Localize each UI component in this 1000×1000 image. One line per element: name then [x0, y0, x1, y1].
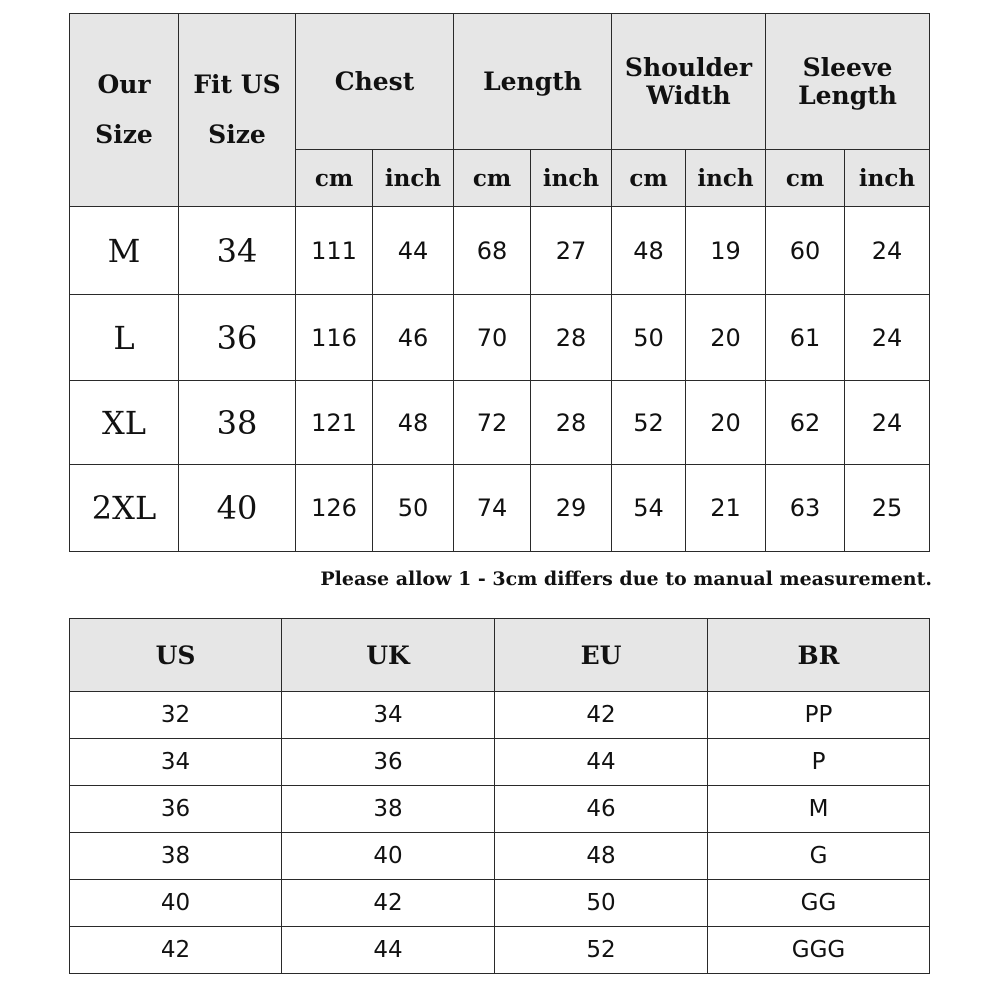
fit-us-size-cell: 40: [179, 465, 296, 552]
fit-us-size-cell: 38: [179, 381, 296, 465]
table-row: [70, 880, 930, 927]
eu-cell: 50: [495, 880, 708, 927]
length-inch-cell: 28: [531, 381, 612, 465]
sleeve-inch-cell: 25: [845, 465, 930, 552]
sleeve-cm-cell: 62: [766, 381, 845, 465]
our-size-cell: XL: [70, 381, 179, 465]
header-us: US: [70, 619, 282, 692]
unit-inch: inch: [531, 150, 612, 207]
header-length: Length: [454, 14, 612, 150]
chest-inch-cell: 44: [373, 207, 454, 295]
our-size-cell: M: [70, 207, 179, 295]
br-cell: M: [708, 786, 930, 833]
table-row: [70, 295, 930, 381]
table-row: [70, 692, 930, 739]
chest-cm-cell: 116: [296, 295, 373, 381]
shoulder-cm-cell: 50: [612, 295, 686, 381]
unit-cm: cm: [612, 150, 686, 207]
eu-cell: 52: [495, 927, 708, 974]
uk-cell: 40: [282, 833, 495, 880]
table-row: [70, 786, 930, 833]
eu-cell: 46: [495, 786, 708, 833]
sleeve-cm-cell: 63: [766, 465, 845, 552]
uk-cell: 36: [282, 739, 495, 786]
uk-cell: 42: [282, 880, 495, 927]
chest-inch-cell: 48: [373, 381, 454, 465]
header-sleeve-length: Sleeve Length: [766, 14, 930, 150]
uk-cell: 34: [282, 692, 495, 739]
chest-cm-cell: 126: [296, 465, 373, 552]
us-cell: 40: [70, 880, 282, 927]
fit-us-size-cell: 36: [179, 295, 296, 381]
size-chart-table: [69, 13, 930, 552]
br-cell: PP: [708, 692, 930, 739]
br-cell: GG: [708, 880, 930, 927]
length-cm-cell: 68: [454, 207, 531, 295]
shoulder-inch-cell: 20: [686, 381, 766, 465]
shoulder-cm-cell: 52: [612, 381, 686, 465]
table-row: [70, 927, 930, 974]
unit-cm: cm: [454, 150, 531, 207]
shoulder-cm-cell: 48: [612, 207, 686, 295]
unit-inch: inch: [686, 150, 766, 207]
header-our-size: Our Size: [70, 14, 179, 207]
our-size-cell: L: [70, 295, 179, 381]
shoulder-inch-cell: 19: [686, 207, 766, 295]
unit-inch: inch: [373, 150, 454, 207]
header-shoulder-width: Shoulder Width: [612, 14, 766, 150]
sleeve-cm-cell: 60: [766, 207, 845, 295]
table-row: [70, 739, 930, 786]
header-chest: Chest: [296, 14, 454, 150]
us-cell: 38: [70, 833, 282, 880]
sleeve-cm-cell: 61: [766, 295, 845, 381]
eu-cell: 42: [495, 692, 708, 739]
length-cm-cell: 74: [454, 465, 531, 552]
chest-inch-cell: 46: [373, 295, 454, 381]
length-inch-cell: 28: [531, 295, 612, 381]
unit-cm: cm: [766, 150, 845, 207]
sleeve-inch-cell: 24: [845, 207, 930, 295]
size-conversion-table: [69, 618, 930, 974]
unit-cm: cm: [296, 150, 373, 207]
measurement-note: Please allow 1 - 3cm differs due to manual measurement.: [320, 568, 932, 590]
eu-cell: 48: [495, 833, 708, 880]
us-cell: 34: [70, 739, 282, 786]
table-row: [70, 207, 930, 295]
us-cell: 36: [70, 786, 282, 833]
us-cell: 42: [70, 927, 282, 974]
unit-inch: inch: [845, 150, 930, 207]
chest-cm-cell: 111: [296, 207, 373, 295]
table-row: [70, 465, 930, 552]
uk-cell: 44: [282, 927, 495, 974]
br-cell: G: [708, 833, 930, 880]
length-cm-cell: 72: [454, 381, 531, 465]
length-inch-cell: 27: [531, 207, 612, 295]
length-cm-cell: 70: [454, 295, 531, 381]
eu-cell: 44: [495, 739, 708, 786]
table-row: [70, 381, 930, 465]
shoulder-inch-cell: 20: [686, 295, 766, 381]
header-br: BR: [708, 619, 930, 692]
chest-cm-cell: 121: [296, 381, 373, 465]
fit-us-size-cell: 34: [179, 207, 296, 295]
br-cell: GGG: [708, 927, 930, 974]
header-eu: EU: [495, 619, 708, 692]
uk-cell: 38: [282, 786, 495, 833]
br-cell: P: [708, 739, 930, 786]
table-row: [70, 833, 930, 880]
length-inch-cell: 29: [531, 465, 612, 552]
us-cell: 32: [70, 692, 282, 739]
sleeve-inch-cell: 24: [845, 381, 930, 465]
shoulder-cm-cell: 54: [612, 465, 686, 552]
header-fit-us-size: Fit US Size: [179, 14, 296, 207]
shoulder-inch-cell: 21: [686, 465, 766, 552]
sleeve-inch-cell: 24: [845, 295, 930, 381]
header-uk: UK: [282, 619, 495, 692]
our-size-cell: 2XL: [70, 465, 179, 552]
chest-inch-cell: 50: [373, 465, 454, 552]
